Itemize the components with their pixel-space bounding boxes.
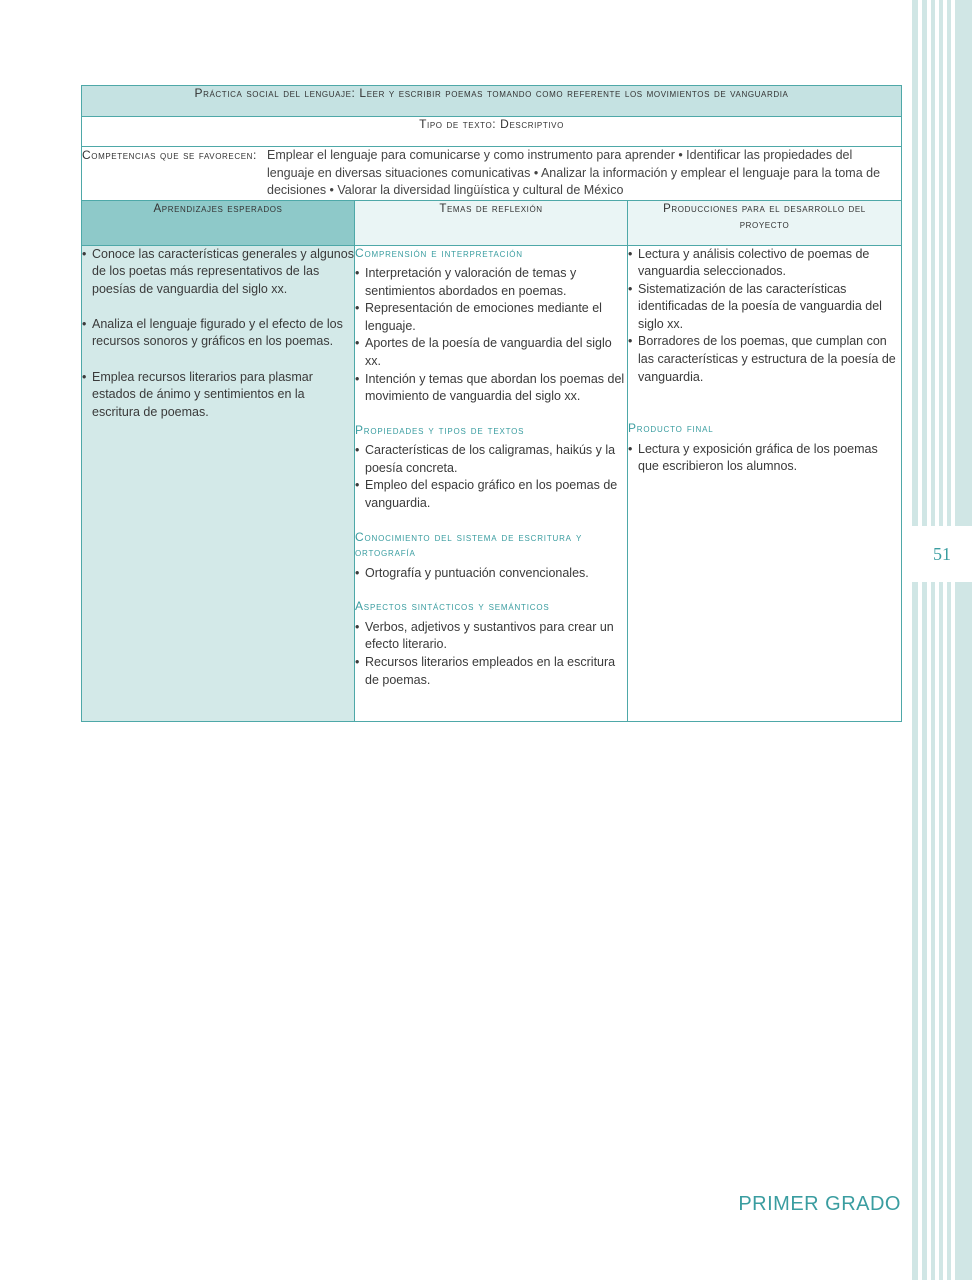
list-item: • Características de los caligramas, haikús y la poesía concreta. <box>355 442 627 477</box>
list-item: • Interpretación y valoración de temas y sentimientos abordados en poemas. <box>355 265 627 300</box>
competencies-text: Emplear el lenguaje para comunicarse y como instrumento para aprender • Identificar las propiedades del lenguaje en diversas situaciones comunicativas • Analizar la información y emplear el lenguaje para la toma de decisiones • Valorar la diversidad lingüística y cultural de México <box>267 148 881 197</box>
aprendizajes-column <box>82 245 355 721</box>
list-item: • Representación de emociones mediante el lenguaje. <box>355 300 627 335</box>
list-item: • Verbos, adjetivos y sustantivos para crear un efecto literario. <box>355 619 627 654</box>
table-title: Práctica social del lenguaje: Leer y escribir poemas tomando como referente los movimientos de vanguardia <box>194 86 789 100</box>
list-item: • Intención y temas que abordan los poemas del movimiento de vanguardia del siglo xx. <box>355 371 627 406</box>
text-type: Tipo de texto: Descriptivo <box>419 117 564 131</box>
list-item: • Empleo del espacio gráfico en los poemas de vanguardia. <box>355 477 627 512</box>
header-label: Temas de reflexión <box>439 202 543 215</box>
list-item: • Lectura y exposición gráfica de los poemas que escribieron los alumnos. <box>628 441 901 476</box>
producciones-column <box>628 245 902 721</box>
list-item: • Recursos literarios empleados en la escritura de poemas. <box>355 654 627 689</box>
list-item: • Ortografía y puntuación convencionales. <box>355 565 627 583</box>
list-item: • Sistematización de las características identificadas de la poesía de vanguardia del siglo xx. <box>628 281 901 334</box>
header-producciones <box>628 200 902 245</box>
header-label: Producciones para el desarrollo del proyecto <box>663 202 866 231</box>
list-item: • Lectura y análisis colectivo de poemas de vanguardia seleccionados. <box>628 246 901 281</box>
producciones-section <box>628 246 901 387</box>
temas-section <box>355 246 627 406</box>
temas-column <box>355 245 628 721</box>
temas-section <box>355 423 627 513</box>
list-item: • Aportes de la poesía de vanguardia del siglo xx. <box>355 335 627 370</box>
header-temas <box>355 200 628 245</box>
competencies-label: Competencias que se favorecen: <box>82 148 257 162</box>
decorative-stripes <box>912 0 972 1280</box>
section-title: Producto final <box>628 421 714 436</box>
section-title: Comprensión e interpretación <box>355 245 523 260</box>
table-title-cell <box>82 86 902 117</box>
planning-table <box>81 85 902 722</box>
section-title: Conocimiento del sistema de escritura y ortografía <box>355 529 583 560</box>
temas-section <box>355 530 627 583</box>
header-aprendizajes <box>82 200 355 245</box>
header-label: Aprendizajes esperados <box>153 202 283 215</box>
section-title: Propiedades y tipos de textos <box>355 422 525 437</box>
list-item: • Analiza el lenguaje figurado y el efecto de los recursos sonoros y gráficos en los poemas. <box>82 316 354 351</box>
section-title: Aspectos sintácticos y semánticos <box>355 599 550 614</box>
list-item: • Emplea recursos literarios para plasmar estados de ánimo y sentimientos en la escritura de poemas. <box>82 369 354 422</box>
producto-final-section <box>628 421 901 476</box>
page-number: 51 <box>933 543 951 564</box>
text-type-cell <box>82 117 902 147</box>
list-item: • Conoce las características generales y algunos de los poetas más representativos de las poesías de vanguardia del siglo xx. <box>82 246 354 299</box>
page-number-box <box>912 526 972 582</box>
temas-section <box>355 599 627 689</box>
grade-footer: PRIMER GRADO <box>738 1193 901 1215</box>
list-item: • Borradores de los poemas, que cumplan con las características y estructura de la poesía de vanguardia. <box>628 333 901 386</box>
competencies-cell <box>82 147 902 201</box>
